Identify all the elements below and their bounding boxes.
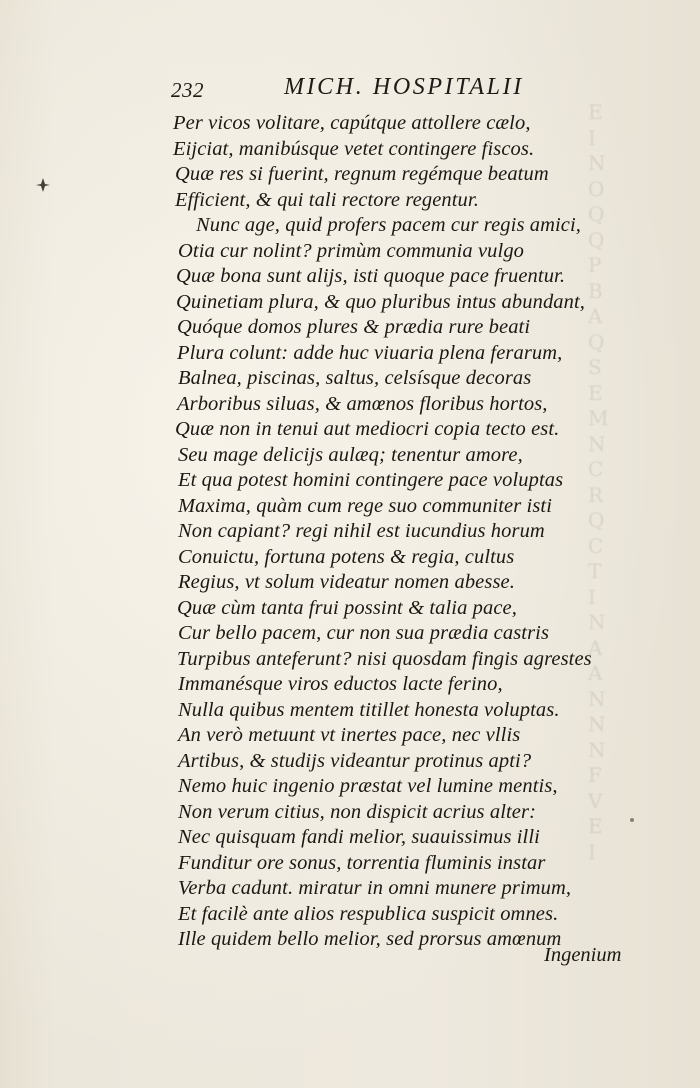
verse-line: Quæ non in tenui aut mediocri copia tecto est. xyxy=(175,418,560,440)
verse-line: Quinetiam plura, & quo pluribus intus abundant, xyxy=(176,290,586,313)
verse-line: Nec quisquam fandi melior, suauissimus illi xyxy=(178,826,540,848)
verse-line: Eijciat, manibúsque vetet contingere fiscos. xyxy=(173,137,535,160)
verse-line: Regius, vt solum videatur nomen abesse. xyxy=(178,571,515,593)
verse-line: Verba cadunt. miratur in omni munere primum, xyxy=(178,877,572,899)
folio-number: 232 xyxy=(171,78,204,102)
verse-line: Nemo huic ingenio præstat vel lumine mentis, xyxy=(178,775,558,797)
verse-line: Conuictu, fortuna potens & regia, cultus xyxy=(178,545,515,568)
verse-line: Quæ res si fuerint, regnum regémque beatum xyxy=(175,163,549,185)
show-through-text: E I N O Q Q P B A Q S E M N C R Q C T I N A A N N N F V E I xyxy=(588,100,609,864)
verse-line: Maxima, quàm cum rege suo communiter isti xyxy=(178,494,552,517)
verse-line: Seu mage delicijs aulæq; tenentur amore, xyxy=(178,443,523,466)
printers-flower-icon xyxy=(34,176,52,194)
verse-line: Ille quidem bello melior, sed prorsus amœnum xyxy=(178,928,562,950)
verse-line: Non verum citius, non dispicit acrius alter: xyxy=(178,800,536,823)
verse-line: An verò metuunt vt inertes pace, nec vllis xyxy=(178,724,521,746)
verse-line: Otia cur nolint? primùm communia vulgo xyxy=(178,239,525,262)
verse-line: Et facilè ante alios respublica suspicit omnes. xyxy=(178,902,559,925)
verse-line: Nulla quibus mentem titillet honesta voluptas. xyxy=(178,698,560,721)
verse-line: Immanésque viros eductos lacte ferino, xyxy=(178,673,503,695)
running-title: MICH. HOSPITALII xyxy=(284,74,524,100)
verse-line: Plura colunt: adde huc viuaria plena ferarum, xyxy=(177,341,563,364)
verse-line: Non capiant? regi nihil est iucundius horum xyxy=(178,520,545,542)
catchword: Ingenium xyxy=(544,944,622,966)
verse-line: Balnea, piscinas, saltus, celsísque decoras xyxy=(178,367,532,389)
verse-line: Turpibus anteferunt? nisi quosdam fingis agrestes xyxy=(177,647,592,670)
verse-line: Efficient, & qui tali rectore regentur. xyxy=(175,188,479,211)
ink-speck xyxy=(630,818,634,822)
verse-line: Et qua potest homini contingere pace voluptas xyxy=(178,469,564,491)
verse-line: Per vicos volitare, capútque attollere cælo, xyxy=(173,112,531,134)
verse-line: Artibus, & studijs videantur protinus apti? xyxy=(178,749,532,772)
verse-line: Quóque domos plures & prædia rure beati xyxy=(177,316,531,338)
verse-line: Cur bello pacem, cur non sua prædia castris xyxy=(178,622,550,644)
verse-line: Funditur ore sonus, torrentia fluminis instar xyxy=(178,851,546,874)
verse-line: Quæ cùm tanta frui possint & talia pace, xyxy=(177,596,517,619)
verse-line: Nunc age, quid profers pacem cur regis amici, xyxy=(196,214,582,236)
page-header xyxy=(171,74,591,106)
verse-line: Arboribus siluas, & amœnos floribus hortos, xyxy=(177,392,548,415)
verse-line: Quæ bona sunt alijs, isti quoque pace fruentur. xyxy=(176,265,566,287)
